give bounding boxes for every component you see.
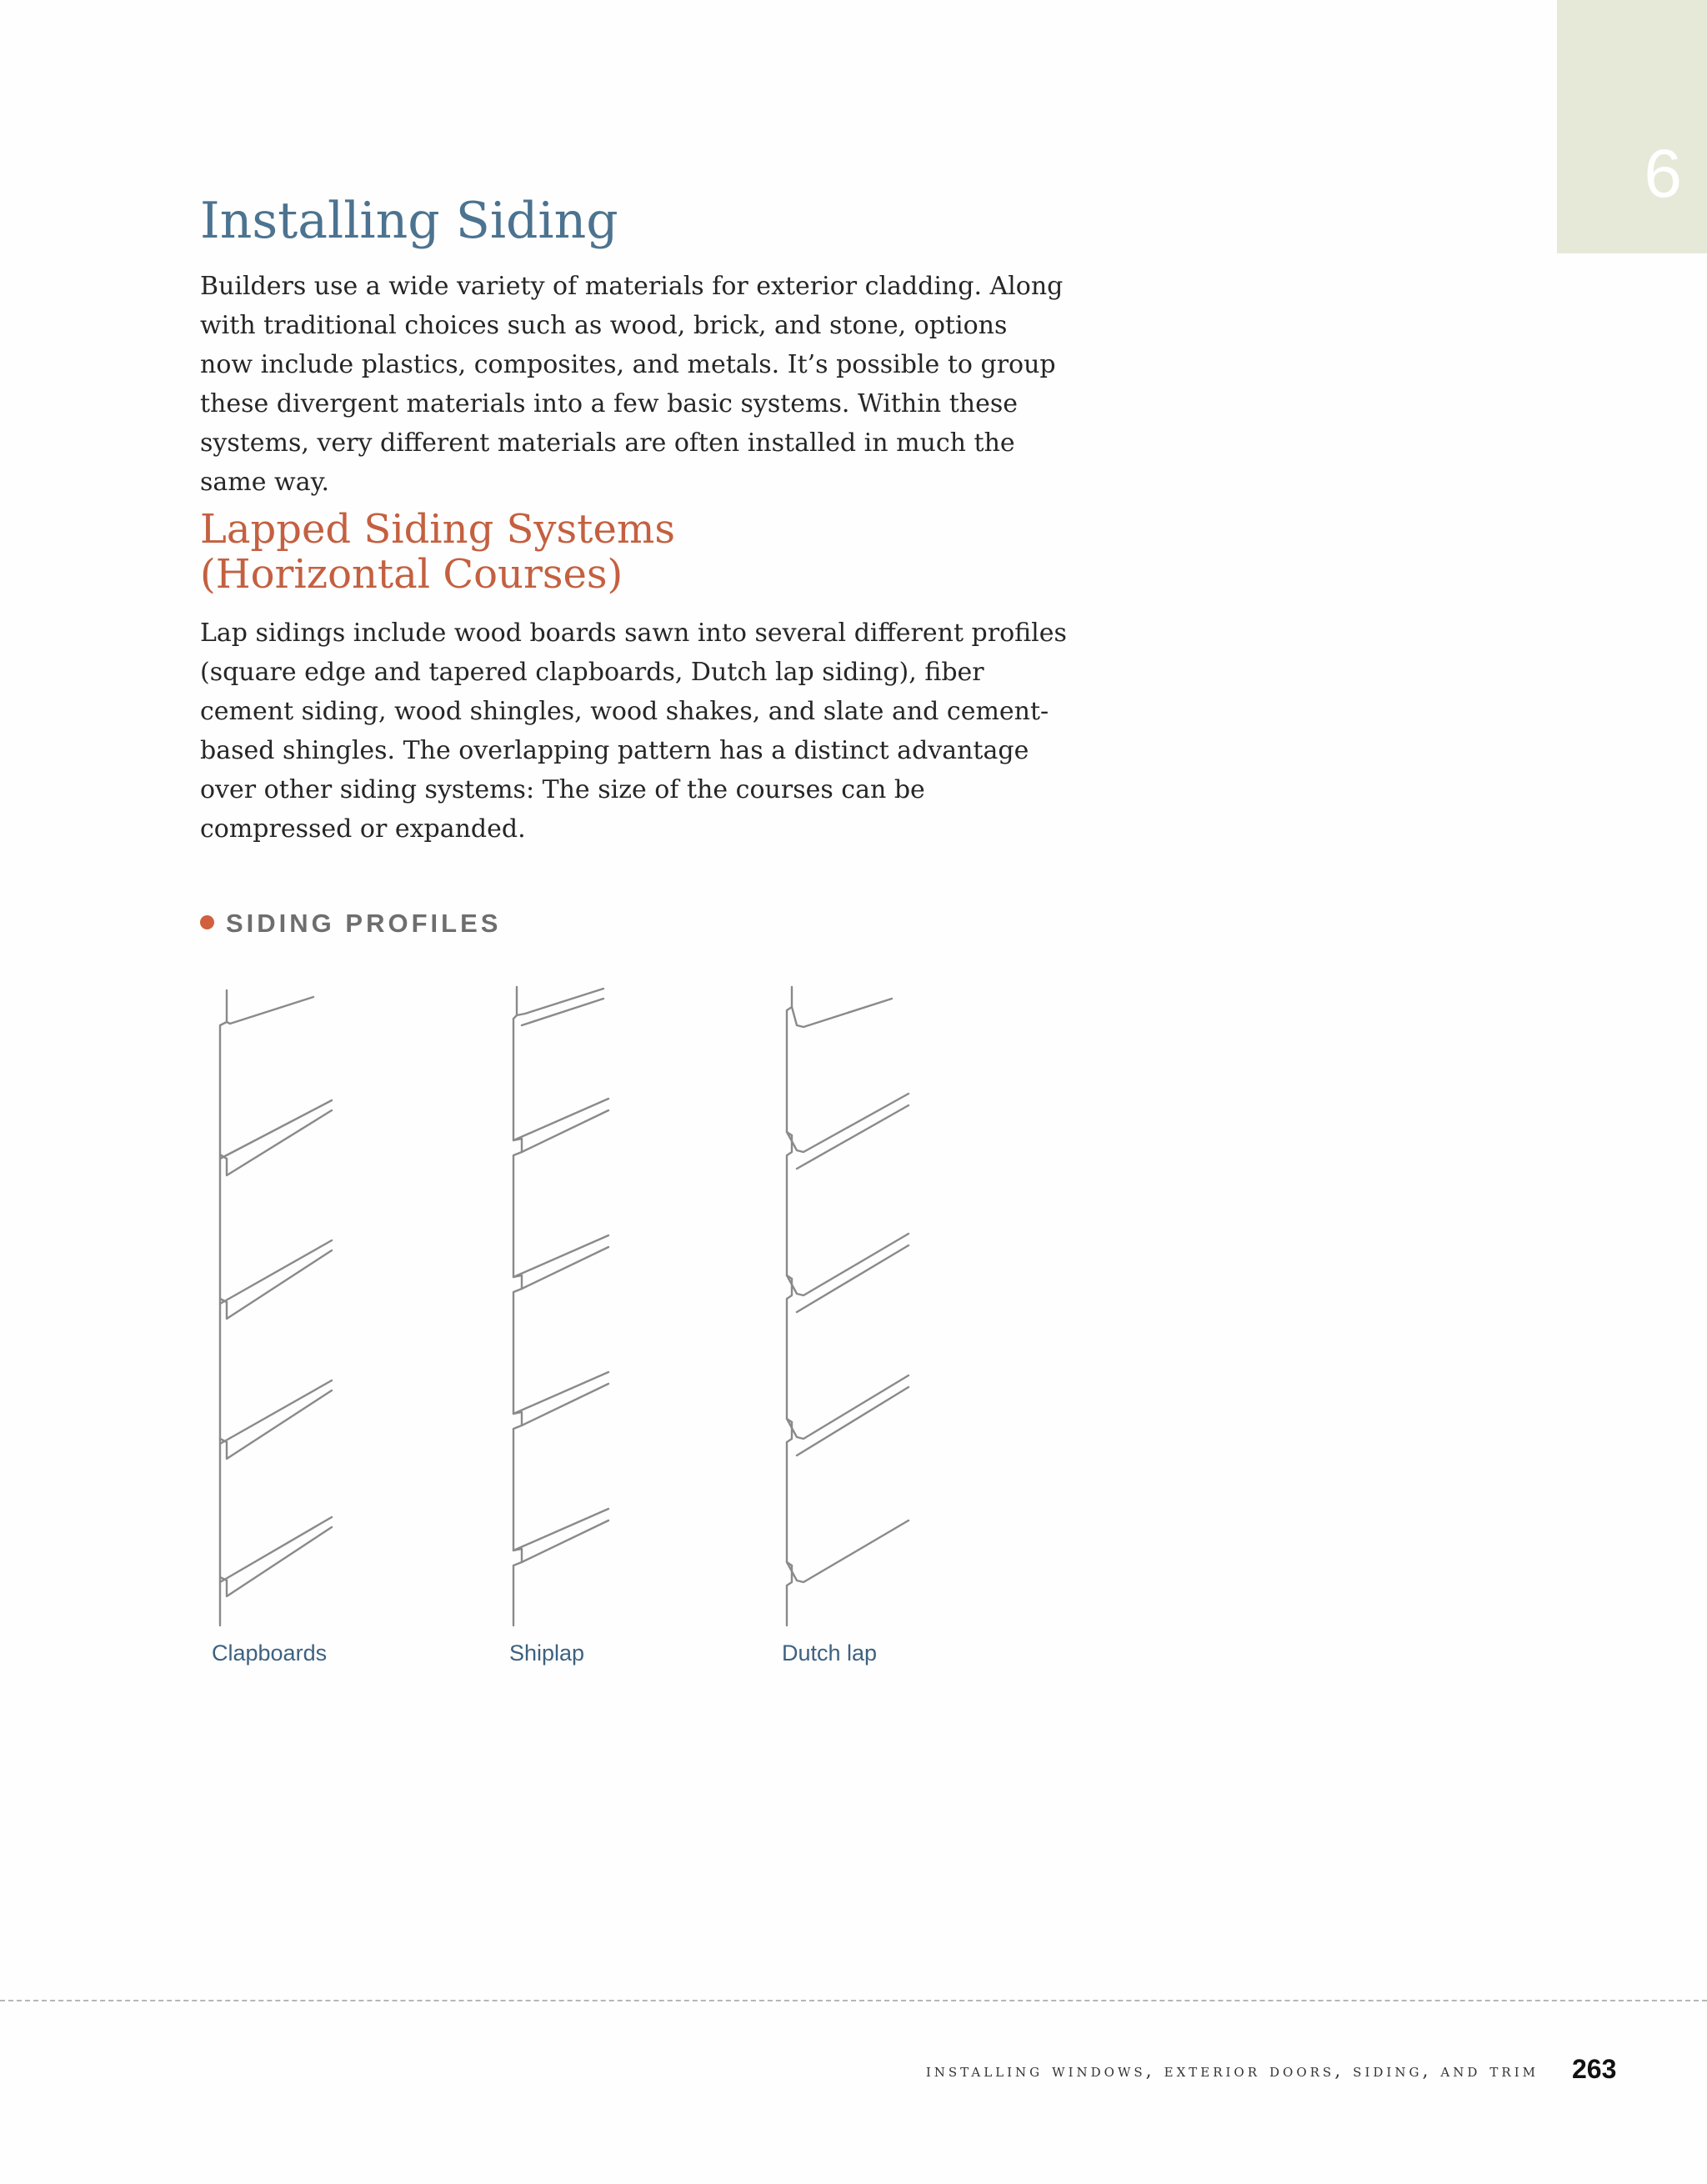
clapboards-drawing bbox=[215, 975, 415, 1634]
running-head: installing windows, exterior doors, siding, and trim bbox=[925, 2061, 1539, 2081]
caption-clapboards: Clapboards bbox=[212, 1641, 328, 1666]
figure-heading-label: SIDING PROFILES bbox=[226, 909, 502, 938]
figure-heading bbox=[200, 907, 501, 940]
shiplap-drawing bbox=[510, 975, 710, 1634]
chapter-tab bbox=[1557, 0, 1707, 253]
dutch-lap-drawing bbox=[783, 975, 1000, 1634]
dutch-lap-illustration bbox=[783, 975, 1000, 1634]
subsection-paragraph: Lap sidings include wood boards sawn into several different profiles (square edge and tapered clapboards, Dutch lap siding), fiber cement siding, wood shingles, wood shakes, and slate and cement-based shingles. The overlapping pattern has a distinct advantage over other siding systems: The size of the courses can be compressed or expanded. bbox=[200, 619, 1067, 844]
clapboards-illustration bbox=[215, 975, 415, 1634]
chapter-number: 6 bbox=[1644, 136, 1682, 212]
siding-profiles-figure bbox=[200, 975, 1034, 1659]
shiplap-illustration bbox=[510, 975, 710, 1634]
section-title: Installing Siding bbox=[200, 192, 618, 250]
bullet-dot-icon bbox=[200, 915, 214, 929]
intro-paragraph: Builders use a wide variety of materials for exterior cladding. Along with traditional choices such as wood, brick, and stone, options now include plastics, composites, and metals. It’s possible to group these divergent materials into a few basic systems. Within these systems, very different materials are often installed in much the same way. bbox=[200, 272, 1064, 497]
footer-divider bbox=[0, 2000, 1707, 2001]
caption-shiplap: Shiplap bbox=[509, 1641, 585, 1666]
page-number: 263 bbox=[1572, 2054, 1617, 2084]
caption-dutch-lap: Dutch lap bbox=[782, 1641, 878, 1666]
subsection-title: Lapped Siding Systems (Horizontal Courses) bbox=[200, 506, 676, 598]
